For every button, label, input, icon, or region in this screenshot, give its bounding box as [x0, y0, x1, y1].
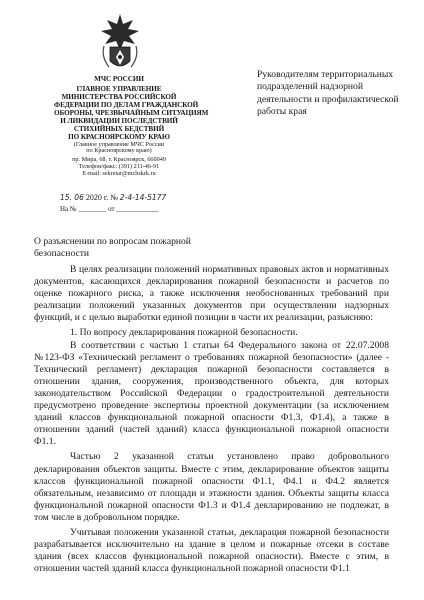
- letterhead-line: И ЛИКВИДАЦИИ ПОСЛЕДСТВИЙ: [60, 117, 178, 126]
- letterhead-line: МИНИСТЕРСТВА РОССИЙСКОЙ: [61, 93, 177, 102]
- letterhead-line: ФЕДЕРАЦИИ ПО ДЕЛАМ ГРАЖДАНСКОЙ: [54, 101, 199, 110]
- addressee: Руководителям территориальных подразделений надзорной деятельности и профилактической работы края: [257, 69, 399, 117]
- body-paragraph: В целях реализации положений нормативных правовых актов и нормативных документов, касающихся декларирования пожарной безопасности и расчетов по оценке пожарного риска, а также исключения необоснованных требований при реализации положений указанных документов при осуществлении надзорных функций, и с целью выработки единой позиции в части их реализации, разъясняю:: [34, 264, 389, 324]
- org-phone: Телефон/факс: (391) 211-46-91: [78, 163, 160, 171]
- handwritten-number: 2-4-14-5177: [119, 193, 167, 202]
- letterhead-line: ОБОРОНЫ, ЧРЕЗВЫЧАЙНЫМ СИТУАЦИЯМ: [54, 109, 209, 118]
- body-paragraph: Учитывая положения указанной статьи, декларация пожарной безопасности разрабатывается исключительно на здание в целом и пожарные отсеки в составе здания (всех классов функциональной пожарной опасности). Вместе с этим, в отношении частей зданий класса функциональной пожарной опасности Ф1.1: [34, 526, 389, 575]
- body-paragraph: Частью 2 указанной статьи установлено право добровольного декларирования объектов защиты. Вместе с этим, декларирование объектов защиты классов функциональной пожарной опасности Ф1.1, Ф4.1 и Ф4.2 является обязательным, независимо от площади и этажности здания. Объекты защиты класса функциональной пожарной опасности Ф1.3 и Ф1.4 декларированию не подлежат, в том числе в добровольном порядке.: [34, 451, 389, 523]
- emergency-emblem-icon: [99, 13, 141, 75]
- subject-line: О разъяснении по вопросам пожарной безопасности: [34, 236, 191, 260]
- body-paragraph: В соответствии с частью 1 статьи 64 Федерального закона от 22.07.2008 №123-ФЗ «Технический регламент о требованиях пожарной безопасности» (далее - Технический регламент) декларация пожарной безопасности составляется в отношении здания, сооружения, производственного объекта, для которых законодательством Российской Федерации о градостроительной деятельности предусмотрено проведение экспертизы проектной документации (за исключением зданий классов функциональной пожарной опасности Ф1.3, Ф1.4), а также в отношении зданий (частей зданий) класса функциональной пожарной опасности Ф1.1.: [34, 339, 389, 448]
- letterhead-line: ГЛАВНОЕ УПРАВЛЕНИЕ: [76, 85, 162, 94]
- date-year: 2020 г. №: [85, 193, 118, 202]
- org-address: пр. Мира, 68, г. Красноярск, 660049: [72, 156, 166, 164]
- letterhead-line: ПО КРАСНОЯРСКОМУ КРАЮ: [68, 133, 170, 142]
- handwritten-date: 15. 06: [60, 193, 84, 202]
- letterhead-subline: (Главное управление МЧС России: [73, 140, 165, 148]
- reply-reference: На № ________ от ____________: [60, 205, 159, 213]
- letter-body: [34, 264, 389, 578]
- org-email: E-mail: sekretar@mchskrk.ru: [82, 170, 156, 178]
- letterhead-subline: по Красноярскому краю): [86, 147, 152, 155]
- outgoing-date-number: [60, 193, 166, 202]
- letterhead-line: СТИХИЙНЫХ БЕДСТВИЙ: [73, 125, 165, 134]
- body-paragraph: 1. По вопросу декларирования пожарной безопасности.: [70, 327, 298, 339]
- letterhead: [54, 75, 209, 178]
- org-short-name: МЧС РОССИИ: [94, 75, 144, 83]
